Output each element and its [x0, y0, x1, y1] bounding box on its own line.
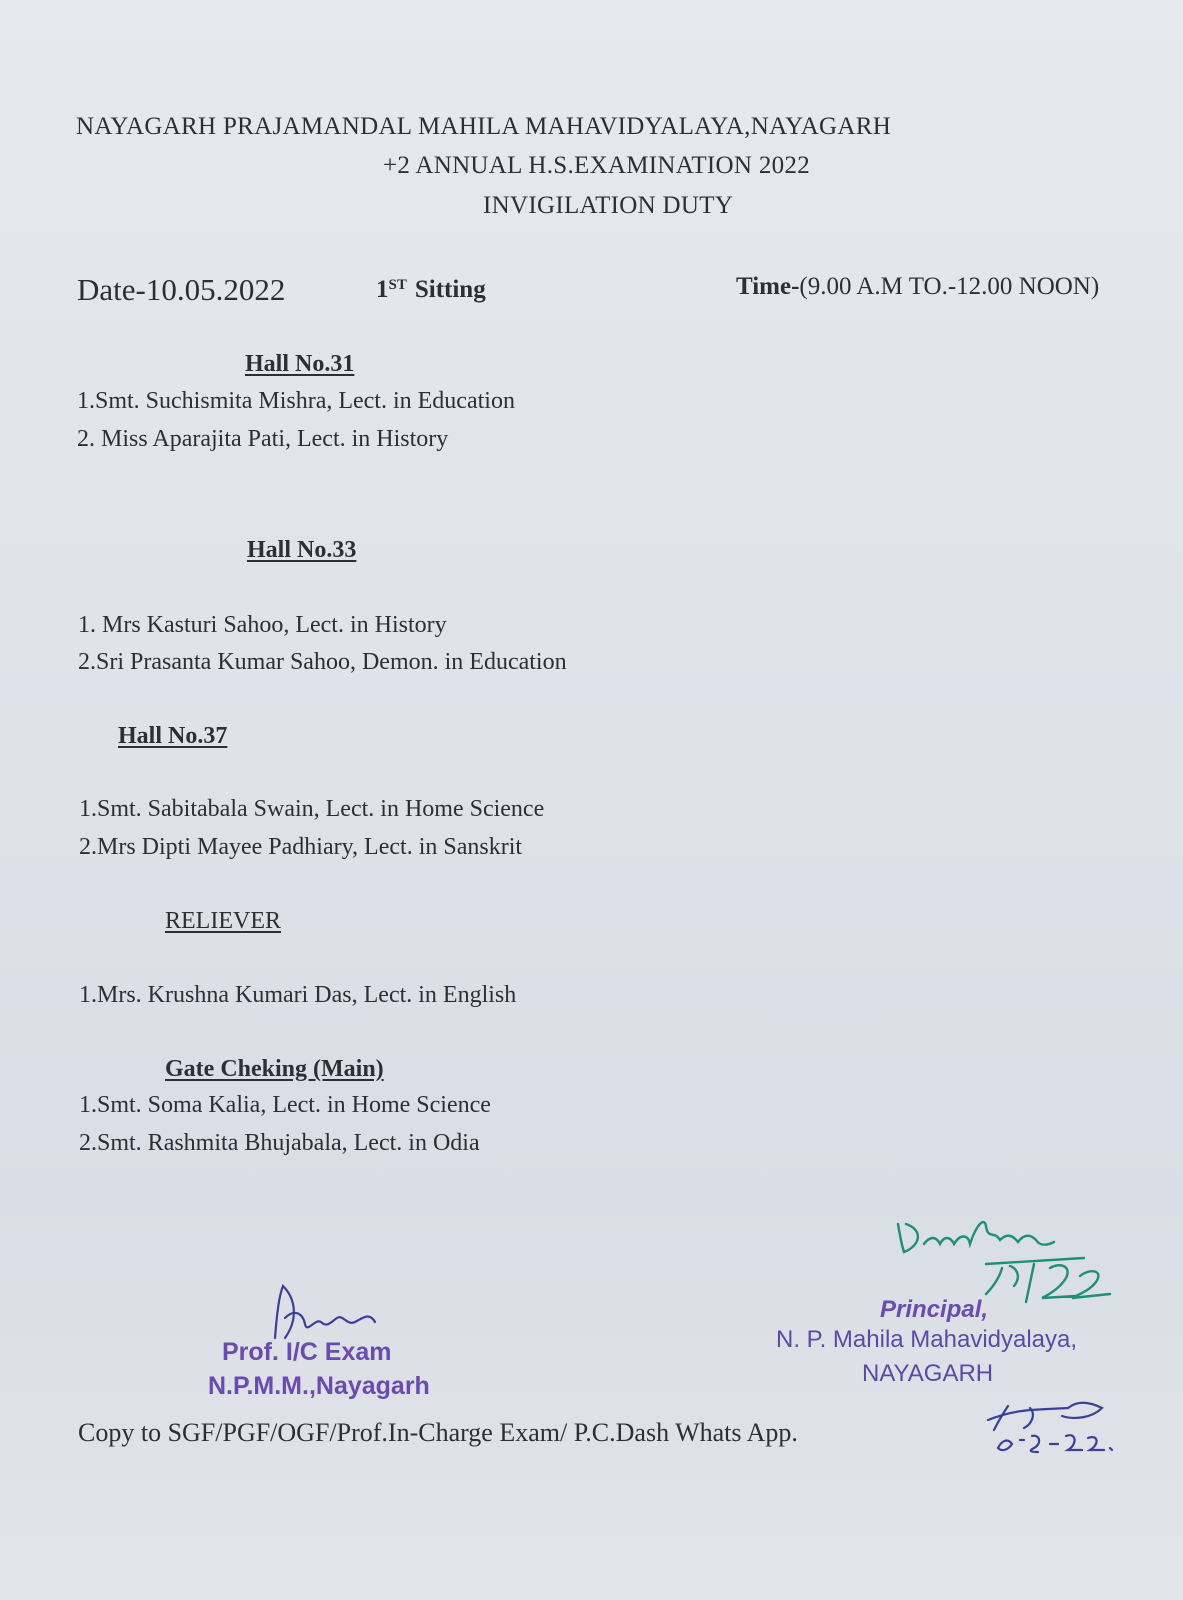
copy-to-line: Copy to SGF/PGF/OGF/Prof.In-Charge Exam/ P.C.Dash Whats App. — [78, 1418, 798, 1447]
college-name: NAYAGARH PRAJAMANDAL MAHILA MAHAVIDYALAYA,NAYAGARH — [76, 113, 892, 140]
hall-31-heading: Hall No.31 — [245, 351, 355, 377]
reliever-member-1: 1.Mrs. Krushna Kumari Das, Lect. in English — [79, 982, 517, 1008]
exam-time — [736, 273, 1099, 301]
exam-title: +2 ANNUAL H.S.EXAMINATION 2022 — [383, 152, 811, 179]
hall-31-member-1: 1.Smt. Suchismita Mishra, Lect. in Education — [77, 388, 515, 414]
sitting-suffix: ST — [388, 277, 407, 293]
gate-checking-heading: Gate Cheking (Main) — [165, 1056, 384, 1082]
hall-33-heading: Hall No.33 — [247, 537, 357, 563]
principal-stamp-line-3: NAYAGARH — [862, 1360, 994, 1387]
hall-33-member-1: 1. Mrs Kasturi Sahoo, Lect. in History — [78, 612, 447, 638]
gate-member-1: 1.Smt. Soma Kalia, Lect. in Home Science — [79, 1092, 491, 1118]
exam-incharge-stamp-line-1: Prof. I/C Exam — [222, 1338, 392, 1366]
principal-stamp-line-2: N. P. Mahila Mahavidyalaya, — [776, 1326, 1078, 1353]
principal-stamp-line-1: Principal, — [880, 1296, 989, 1323]
hall-33-member-2: 2.Sri Prasanta Kumar Sahoo, Demon. in Education — [78, 649, 567, 675]
hall-37-heading: Hall No.37 — [118, 723, 228, 749]
exam-date: Date-10.05.2022 — [77, 272, 286, 307]
document-title: INVIGILATION DUTY — [483, 192, 734, 219]
sitting-label — [376, 276, 486, 304]
sitting-number: 1 — [376, 276, 389, 303]
sitting-text: Sitting — [414, 276, 486, 303]
exam-incharge-stamp-line-2: N.P.M.M.,Nayagarh — [208, 1372, 430, 1400]
time-prefix: Time- — [736, 273, 800, 300]
reliever-heading: RELIEVER — [165, 908, 281, 934]
hall-31-member-2: 2. Miss Aparajita Pati, Lect. in History — [77, 426, 449, 452]
hall-37-member-1: 1.Smt. Sabitabala Swain, Lect. in Home Science — [79, 796, 545, 822]
second-signature — [978, 1378, 1138, 1458]
time-value: (9.00 A.M TO.-12.00 NOON) — [799, 273, 1100, 300]
hall-37-member-2: 2.Mrs Dipti Mayee Padhiary, Lect. in Sanskrit — [79, 834, 523, 860]
gate-member-2: 2.Smt. Rashmita Bhujabala, Lect. in Odia — [79, 1130, 480, 1156]
